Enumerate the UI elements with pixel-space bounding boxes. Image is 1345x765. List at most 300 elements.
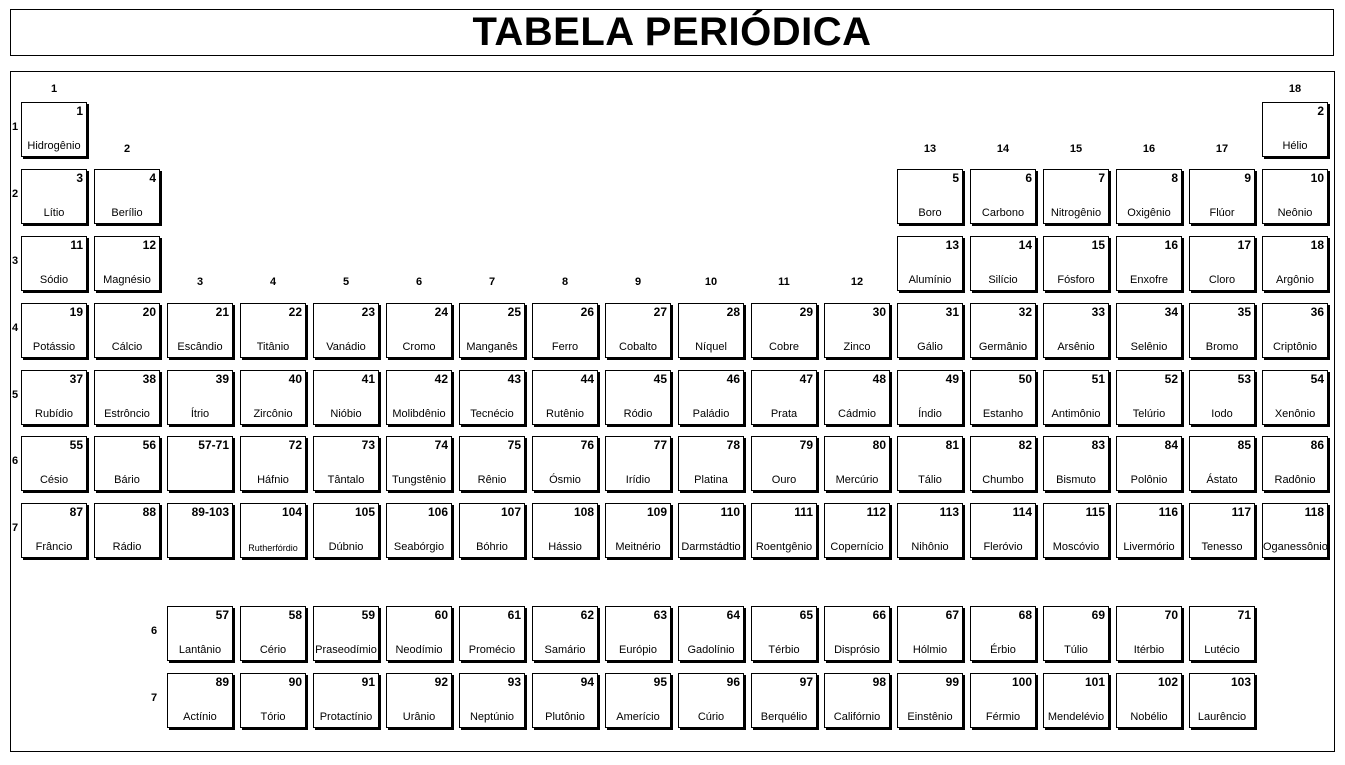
atomic-number: 6 [1025, 171, 1032, 185]
element-cell [678, 370, 744, 425]
element-cell [313, 606, 379, 661]
atomic-number: 90 [288, 675, 302, 689]
element-cell [678, 303, 744, 358]
atomic-number: 34 [1164, 305, 1178, 319]
element-cell [532, 303, 598, 358]
atomic-number: 80 [872, 438, 886, 452]
element-cell [824, 303, 890, 358]
element-name: Cromo [402, 341, 436, 353]
atomic-number: 105 [354, 505, 375, 519]
element-name: Túlio [1064, 644, 1088, 656]
element-cell [1189, 503, 1255, 558]
element-name: Nobélio [1130, 711, 1168, 723]
atomic-number: 18 [1310, 238, 1324, 252]
element-name: Molibdênio [392, 408, 446, 420]
element-cell [605, 370, 671, 425]
element-name: Berquélio [760, 711, 808, 723]
element-cell [751, 436, 817, 491]
element-cell [1189, 303, 1255, 358]
element-cell [313, 370, 379, 425]
element-cell [970, 673, 1036, 728]
element-name: Selênio [1130, 341, 1168, 353]
element-name: Érbio [990, 644, 1016, 656]
element-cell [1043, 370, 1109, 425]
group-label: 11 [778, 276, 790, 288]
element-cell [1116, 673, 1182, 728]
element-name: Háfnio [257, 474, 289, 486]
element-cell [459, 606, 525, 661]
atomic-number: 54 [1310, 372, 1324, 386]
group-label: 5 [342, 276, 350, 288]
atomic-number: 32 [1018, 305, 1032, 319]
atomic-number: 41 [361, 372, 375, 386]
element-name: Cálcio [111, 341, 143, 353]
element-cell [970, 303, 1036, 358]
element-name: Germânio [978, 341, 1028, 353]
atomic-number: 24 [434, 305, 448, 319]
element-cell [1262, 503, 1328, 558]
element-cell [1189, 370, 1255, 425]
atomic-number: 17 [1237, 238, 1251, 252]
atomic-number: 37 [69, 372, 83, 386]
atomic-number: 45 [653, 372, 667, 386]
atomic-number: 115 [1085, 505, 1105, 519]
element-name: Rádio [112, 541, 142, 553]
element-name: Bromo [1205, 341, 1239, 353]
element-cell [94, 436, 160, 491]
element-name: Laurêncio [1197, 711, 1247, 723]
element-name: Cloro [1208, 274, 1236, 286]
element-name: Plutônio [545, 711, 585, 723]
element-cell [1262, 169, 1328, 224]
element-name: Oxigênio [1127, 207, 1171, 219]
atomic-number: 5 [952, 171, 959, 185]
element-name: Rubídio [35, 408, 73, 420]
element-cell [21, 503, 87, 558]
atomic-number: 48 [872, 372, 886, 386]
element-cell [94, 503, 160, 558]
atomic-number: 25 [507, 305, 521, 319]
element-cell [970, 169, 1036, 224]
atomic-number: 12 [142, 238, 156, 252]
element-cell [167, 303, 233, 358]
atomic-number: 89 [215, 675, 229, 689]
element-name: Lutécio [1204, 644, 1240, 656]
element-name: Bismuto [1056, 474, 1096, 486]
group-label: 6 [415, 276, 423, 288]
element-cell [1116, 303, 1182, 358]
element-name: Flúor [1209, 207, 1235, 219]
element-cell [532, 503, 598, 558]
atomic-number: 114 [1012, 505, 1032, 519]
element-cell [970, 436, 1036, 491]
element-name: Cúrio [697, 711, 725, 723]
element-cell [532, 606, 598, 661]
element-cell [605, 303, 671, 358]
atomic-number: 19 [69, 305, 83, 319]
atomic-number: 13 [945, 238, 959, 252]
element-cell [751, 303, 817, 358]
atomic-number: 51 [1091, 372, 1105, 386]
atomic-number: 116 [1158, 505, 1178, 519]
element-cell [678, 673, 744, 728]
element-cell [897, 606, 963, 661]
element-name: Einstênio [907, 711, 953, 723]
atomic-number: 11 [70, 238, 83, 252]
element-cell [167, 673, 233, 728]
period-label: 1 [12, 121, 19, 133]
atomic-number: 35 [1237, 305, 1251, 319]
atomic-number: 106 [427, 505, 448, 519]
element-name: Níquel [695, 341, 727, 353]
atomic-number: 70 [1164, 608, 1178, 622]
element-cell [1116, 169, 1182, 224]
series-period-label: 6 [151, 625, 158, 637]
atomic-number: 30 [872, 305, 886, 319]
atomic-number: 22 [288, 305, 302, 319]
atomic-number: 62 [580, 608, 594, 622]
element-cell [824, 436, 890, 491]
element-cell [1189, 606, 1255, 661]
element-cell [1043, 436, 1109, 491]
element-name: Tenesso [1201, 541, 1243, 553]
atomic-number: 118 [1304, 505, 1324, 519]
atomic-number: 107 [500, 505, 521, 519]
atomic-number: 96 [726, 675, 740, 689]
element-cell [21, 436, 87, 491]
element-cell [1189, 169, 1255, 224]
element-name: Ouro [771, 474, 797, 486]
group-label: 4 [269, 276, 277, 288]
atomic-number: 56 [142, 438, 156, 452]
atomic-number: 28 [726, 305, 740, 319]
atomic-number: 26 [580, 305, 594, 319]
element-cell [751, 606, 817, 661]
atomic-number: 21 [215, 305, 229, 319]
element-name: Argônio [1276, 274, 1314, 286]
element-cell [386, 303, 452, 358]
element-cell [897, 169, 963, 224]
period-label: 4 [12, 322, 19, 334]
atomic-number: 44 [580, 372, 594, 386]
atomic-number: 31 [945, 305, 959, 319]
element-cell [678, 606, 744, 661]
element-cell [751, 370, 817, 425]
element-name: Enxofre [1130, 274, 1168, 286]
element-cell [167, 503, 233, 558]
atomic-number: 46 [726, 372, 740, 386]
atomic-number: 79 [799, 438, 813, 452]
atomic-number: 82 [1018, 438, 1032, 452]
element-name: Cobalto [619, 341, 657, 353]
group-label: 2 [123, 143, 131, 155]
period-label: 6 [12, 455, 19, 467]
element-name: Itérbio [1133, 644, 1165, 656]
element-cell [21, 370, 87, 425]
element-name: Fleróvio [983, 541, 1023, 553]
atomic-number: 50 [1018, 372, 1032, 386]
element-cell [1043, 303, 1109, 358]
atomic-number: 64 [726, 608, 740, 622]
element-cell [1043, 169, 1109, 224]
element-cell [751, 673, 817, 728]
atomic-number: 55 [69, 438, 83, 452]
element-name: Amerício [616, 711, 660, 723]
element-name: Neodímio [395, 644, 443, 656]
atomic-number: 95 [653, 675, 667, 689]
atomic-number: 16 [1164, 238, 1178, 252]
element-name: Darmstádtio [681, 541, 741, 553]
atomic-number: 113 [939, 505, 959, 519]
element-name: Tálio [918, 474, 942, 486]
element-cell [897, 436, 963, 491]
group-label: 1 [50, 83, 58, 95]
element-name: Irídio [625, 474, 651, 486]
atomic-number: 27 [653, 305, 667, 319]
atomic-number: 110 [720, 505, 740, 519]
element-name: Cádmio [838, 408, 876, 420]
element-name: Cério [259, 644, 287, 656]
atomic-number: 71 [1237, 608, 1251, 622]
element-name: Tório [260, 711, 286, 723]
atomic-number: 85 [1237, 438, 1251, 452]
element-name: Dúbnio [328, 541, 364, 553]
atomic-number: 23 [361, 305, 375, 319]
atomic-number: 101 [1084, 675, 1105, 689]
element-cell [1116, 236, 1182, 291]
atomic-number: 65 [799, 608, 813, 622]
element-name: Tungstênio [391, 474, 447, 486]
atomic-number: 72 [288, 438, 302, 452]
element-name: Frâncio [35, 541, 73, 553]
atomic-number: 102 [1157, 675, 1178, 689]
atomic-number: 92 [434, 675, 448, 689]
element-cell [532, 370, 598, 425]
element-cell [240, 673, 306, 728]
element-cell [897, 503, 963, 558]
element-cell [21, 236, 87, 291]
title-box [10, 9, 1334, 56]
element-cell [1116, 436, 1182, 491]
atomic-number: 97 [799, 675, 813, 689]
element-name: Urânio [402, 711, 436, 723]
element-cell [605, 436, 671, 491]
atomic-number: 4 [149, 171, 156, 185]
element-cell [1262, 236, 1328, 291]
element-name: Zinco [843, 341, 871, 353]
atomic-number: 33 [1091, 305, 1105, 319]
element-cell [605, 606, 671, 661]
atomic-number: 39 [215, 372, 229, 386]
element-cell [94, 236, 160, 291]
element-cell [1043, 236, 1109, 291]
element-name: Cobre [769, 341, 799, 353]
period-label: 2 [12, 188, 19, 200]
element-cell [897, 303, 963, 358]
group-label: 13 [923, 143, 937, 155]
atomic-number: 42 [434, 372, 448, 386]
element-cell [1189, 436, 1255, 491]
element-name: Protactínio [319, 711, 373, 723]
element-name: Iodo [1211, 408, 1233, 420]
element-cell [751, 503, 817, 558]
element-cell [532, 673, 598, 728]
atomic-number: 104 [281, 505, 302, 519]
element-name: Platina [694, 474, 728, 486]
atomic-number: 88 [142, 505, 156, 519]
element-cell [1116, 370, 1182, 425]
element-name: Boro [918, 207, 942, 219]
atomic-number: 66 [872, 608, 886, 622]
element-cell [167, 370, 233, 425]
atomic-number: 2 [1317, 104, 1324, 118]
element-cell [240, 606, 306, 661]
atomic-number: 36 [1310, 305, 1324, 319]
atomic-number: 99 [945, 675, 959, 689]
period-label: 5 [12, 389, 19, 401]
atomic-number: 86 [1310, 438, 1324, 452]
element-cell [459, 370, 525, 425]
element-name: Oganessônio [1263, 541, 1328, 553]
element-name: Seabórgio [393, 541, 445, 553]
element-cell [21, 102, 87, 157]
element-cell [240, 503, 306, 558]
element-cell [459, 303, 525, 358]
atomic-number: 103 [1230, 675, 1251, 689]
element-name: Nihônio [911, 541, 949, 553]
atomic-number: 60 [434, 608, 448, 622]
element-cell [1189, 673, 1255, 728]
element-cell [386, 370, 452, 425]
element-name: Gálio [917, 341, 943, 353]
element-name: Copernício [830, 541, 884, 553]
atomic-number: 73 [361, 438, 375, 452]
element-name: Césio [39, 474, 69, 486]
element-name: Hélio [1282, 140, 1308, 152]
element-name: Manganês [466, 341, 518, 353]
atomic-number: 57 [215, 608, 229, 622]
element-name: Telúrio [1132, 408, 1166, 420]
element-cell [240, 436, 306, 491]
period-label: 3 [12, 255, 19, 267]
atomic-number: 10 [1310, 171, 1324, 185]
atomic-number: 1 [76, 104, 83, 118]
element-name: Estanho [982, 408, 1024, 420]
element-cell [897, 370, 963, 425]
atomic-number: 84 [1164, 438, 1178, 452]
atomic-number: 20 [142, 305, 156, 319]
element-cell [532, 436, 598, 491]
element-cell [970, 503, 1036, 558]
element-name: Tecnécio [470, 408, 514, 420]
element-name: Criptônio [1272, 341, 1318, 353]
atomic-number: 75 [507, 438, 521, 452]
element-cell [94, 169, 160, 224]
atomic-number: 100 [1011, 675, 1032, 689]
group-label: 15 [1069, 143, 1083, 155]
element-cell [678, 436, 744, 491]
element-name: Polônio [1130, 474, 1168, 486]
atomic-number: 68 [1018, 608, 1032, 622]
element-cell [824, 673, 890, 728]
element-name: Alumínio [908, 274, 952, 286]
atomic-number: 38 [142, 372, 156, 386]
period-label: 7 [12, 522, 19, 534]
element-cell [970, 370, 1036, 425]
element-name: Fósforo [1057, 274, 1095, 286]
element-name: Ítrio [190, 408, 210, 420]
element-name: Nióbio [330, 408, 362, 420]
element-cell [1262, 102, 1328, 157]
element-cell [386, 436, 452, 491]
element-cell [897, 673, 963, 728]
atomic-number: 69 [1091, 608, 1105, 622]
element-cell [94, 303, 160, 358]
element-cell [240, 370, 306, 425]
atomic-number: 29 [799, 305, 813, 319]
element-cell [1262, 436, 1328, 491]
element-name: Ferro [551, 341, 579, 353]
element-name: Ródio [623, 408, 653, 420]
element-name: Ósmio [549, 474, 581, 486]
atomic-number: 77 [653, 438, 667, 452]
atomic-number: 94 [580, 675, 594, 689]
atomic-number: 3 [76, 171, 83, 185]
element-name: Escândio [177, 341, 223, 353]
element-cell [1189, 236, 1255, 291]
element-name: Vanádio [326, 341, 366, 353]
element-name: Bóhrio [476, 541, 508, 553]
element-name: Índio [918, 408, 942, 420]
element-name: Disprósio [834, 644, 880, 656]
element-name: Rutherfórdio [248, 543, 298, 553]
element-cell [970, 606, 1036, 661]
atomic-number: 81 [945, 438, 959, 452]
element-cell [897, 236, 963, 291]
element-name: Chumbo [982, 474, 1024, 486]
element-cell [386, 673, 452, 728]
element-name: Térbio [768, 644, 800, 656]
atomic-number: 9 [1244, 171, 1251, 185]
element-name: Silício [988, 274, 1018, 286]
element-name: Neptúnio [469, 711, 515, 723]
element-cell [970, 236, 1036, 291]
element-cell [1116, 606, 1182, 661]
element-name: Arsênio [1057, 341, 1095, 353]
element-name: Rênio [477, 474, 507, 486]
atomic-number: 87 [69, 505, 83, 519]
atomic-number: 53 [1237, 372, 1251, 386]
atomic-number: 7 [1098, 171, 1105, 185]
atomic-number: 59 [361, 608, 375, 622]
element-cell [21, 169, 87, 224]
atomic-number: 91 [361, 675, 375, 689]
element-name: Hidrogênio [27, 140, 81, 152]
element-cell [824, 503, 890, 558]
group-label: 10 [704, 276, 718, 288]
element-name: Férmio [985, 711, 1021, 723]
group-label: 16 [1142, 143, 1156, 155]
element-name: Hólmio [912, 644, 948, 656]
atomic-number: 98 [872, 675, 886, 689]
element-name: Bário [114, 474, 140, 486]
element-name: Magnésio [103, 274, 151, 286]
atomic-number: 108 [573, 505, 594, 519]
atomic-number: 15 [1091, 238, 1105, 252]
atomic-number: 78 [726, 438, 740, 452]
element-cell [459, 673, 525, 728]
element-cell [386, 606, 452, 661]
